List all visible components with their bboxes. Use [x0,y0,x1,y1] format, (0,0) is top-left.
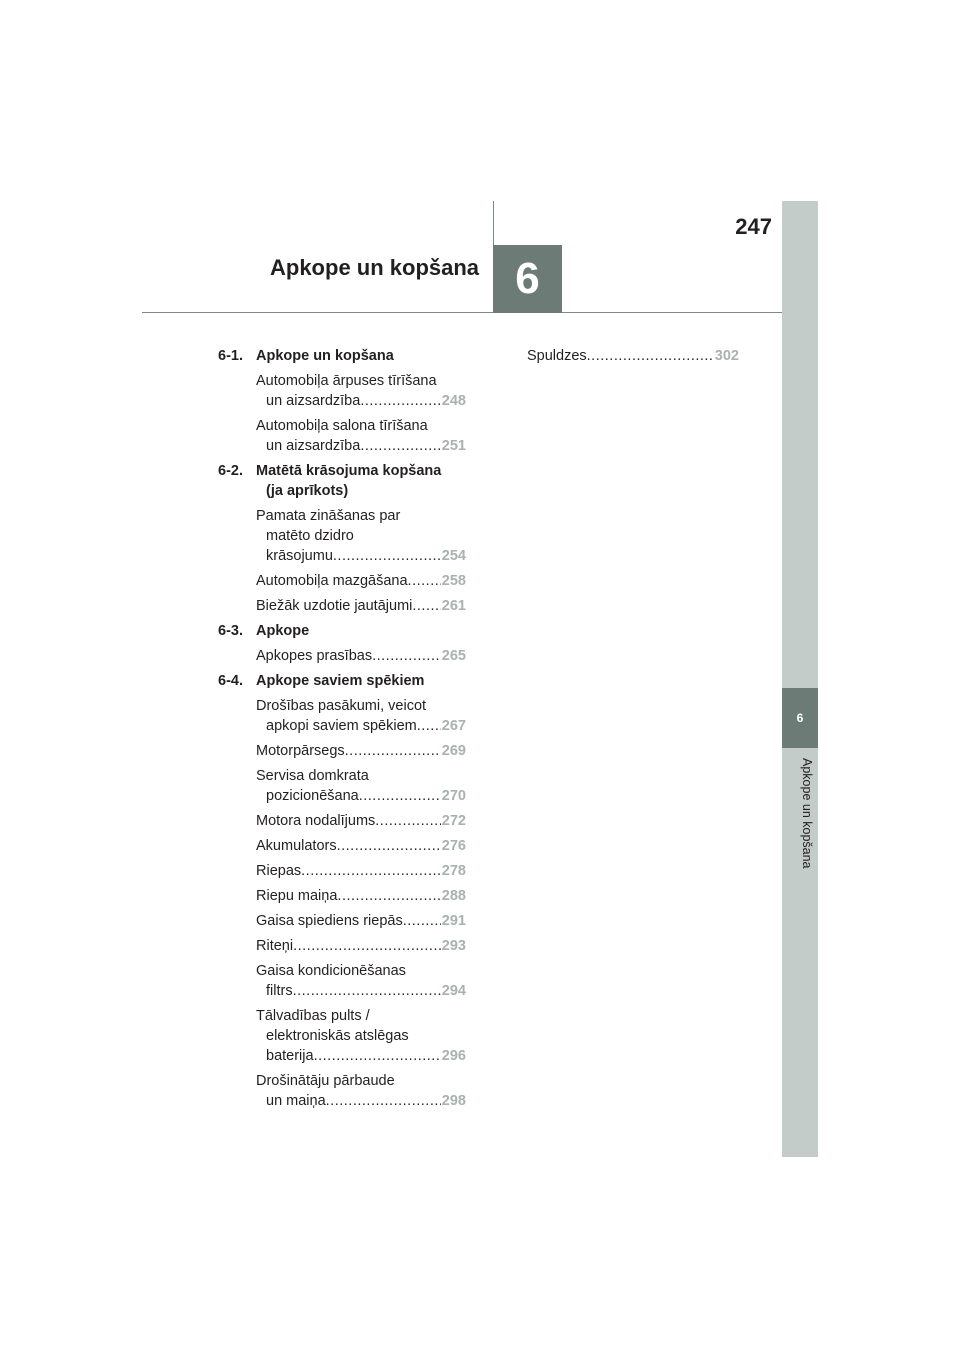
toc-entry-line: Drošinātāju pārbaude [256,1073,395,1089]
toc-entry-leader-row [256,786,466,806]
side-chapter-tab: 6 [782,688,818,748]
toc-entry-line: Motora nodalījums [256,813,376,829]
section-number: 6-4. [218,673,243,689]
toc-entry[interactable] [256,911,466,931]
toc-page-ref[interactable]: 291 [441,913,466,929]
section-title-line: Apkope saviem spēkiem [256,673,425,689]
dot-leader [360,436,440,456]
toc-entry-leader-row [256,546,466,566]
toc-page-ref[interactable]: 296 [441,1048,466,1064]
side-thumb-band [782,201,818,1157]
toc-page-ref[interactable]: 278 [441,863,466,879]
section-number: 6-2. [218,463,243,479]
section-title [256,346,466,366]
toc-page-ref[interactable]: 258 [441,573,466,589]
toc-entry-leader-row [256,646,466,666]
toc-section-heading [218,346,466,366]
toc-entry-line: un aizsardzība [266,438,361,454]
toc-entry-leader-row [256,886,466,906]
toc-section-heading [218,621,466,641]
page-number: 247 [735,214,772,239]
toc-entry-line: Akumulators [256,838,337,854]
toc-entry-leader-row [256,1046,466,1066]
dot-leader [417,716,441,736]
toc-entry-leader-row [256,836,466,856]
dot-leader [360,391,440,411]
header-horizontal-divider [142,312,782,313]
chapter-number-box: 6 [493,245,562,313]
toc-column-right [527,346,739,371]
toc-entry[interactable] [256,1006,466,1066]
toc-page-ref[interactable]: 265 [441,648,466,664]
toc-entry[interactable] [256,1071,466,1111]
section-number: 6-1. [218,348,243,364]
toc-entry-leader-row [256,981,466,1001]
toc-page-ref[interactable]: 288 [441,888,466,904]
dot-leader [293,936,441,956]
toc-entry-line: Riteņi [256,938,294,954]
toc-entry-line: filtrs [266,983,293,999]
toc-entry-leader-row [256,861,466,881]
toc-entry-line: Gaisa kondicionēšanas [256,963,406,979]
side-chapter-label: Apkope un kopšana [800,758,814,869]
dot-leader [587,346,714,366]
dot-leader [359,786,441,806]
toc-page-ref[interactable]: 254 [441,548,466,564]
toc-page-ref[interactable]: 293 [441,938,466,954]
toc-entry-leader-row [256,811,466,831]
toc-page-ref[interactable]: 270 [441,788,466,804]
toc-page-ref[interactable]: 269 [441,743,466,759]
toc-entry-line: baterija [266,1048,314,1064]
section-title-line: Apkope un kopšana [256,348,394,364]
toc-entry-leader-row [256,741,466,761]
toc-entry-leader-row [256,911,466,931]
toc-entry[interactable] [256,886,466,906]
toc-entry[interactable] [256,646,466,666]
toc-entry-line: Servisa domkrata [256,768,369,784]
toc-entry-line: Riepas [256,863,302,879]
section-title-line: Matētā krāsojuma kopšana [256,463,442,479]
toc-entry-line: Automobiļa mazgāšana [256,573,408,589]
toc-entry[interactable] [256,961,466,1001]
dot-leader [345,741,441,761]
toc-entry[interactable] [256,506,466,566]
toc-page-ref[interactable]: 251 [441,438,466,454]
toc-entry-line: krāsojumu [266,548,333,564]
chapter-title: Apkope un kopšana [270,255,480,280]
toc-entry[interactable] [256,696,466,736]
toc-entry-line: Apkopes prasības [256,648,373,664]
dot-leader [375,811,441,831]
toc-section-heading [218,671,466,691]
toc-entry[interactable] [256,766,466,806]
toc-page-ref[interactable]: 267 [441,718,466,734]
dot-leader [372,646,441,666]
toc-entry-leader-row [256,436,466,456]
toc-column-left [218,346,466,1116]
toc-entry-line: Automobiļa salona tīrīšana [256,418,428,434]
toc-entry-line: Tālvadības pults / [256,1008,370,1024]
toc-entry-leader-row [256,391,466,411]
toc-entry-line: Automobiļa ārpuses tīrīšana [256,373,437,389]
toc-entry[interactable] [256,596,466,616]
toc-entry-leader-row [256,716,466,736]
dot-leader [333,546,441,566]
toc-entry[interactable] [527,346,739,366]
toc-page-ref[interactable]: 248 [441,393,466,409]
section-number: 6-3. [218,623,243,639]
dot-leader [412,596,440,616]
toc-entry[interactable] [256,811,466,831]
toc-page-ref[interactable]: 294 [441,983,466,999]
section-title-line: (ja aprīkots) [266,483,349,499]
dot-leader [403,911,441,931]
toc-page-ref[interactable]: 298 [441,1093,466,1109]
dot-leader [326,1091,441,1111]
section-title-line: Apkope [256,623,310,639]
toc-entry[interactable] [256,836,466,856]
toc-entry-leader-row [256,1091,466,1111]
toc-entry-line: elektroniskās atslēgas [266,1028,409,1044]
toc-entry-line: apkopi saviem spēkiem [266,718,417,734]
dot-leader [337,886,440,906]
toc-entry[interactable] [256,936,466,956]
toc-page-ref[interactable]: 261 [441,598,466,614]
toc-page-ref[interactable]: 302 [714,348,739,364]
dot-leader [408,571,441,591]
dot-leader [301,861,441,881]
toc-page-ref[interactable]: 276 [441,838,466,854]
toc-section-heading [218,461,466,501]
toc-entry-line: Drošības pasākumi, veicot [256,698,427,714]
toc-entry-line: Pamata zināšanas par [256,508,401,524]
toc-entry-leader-row [256,571,466,591]
section-title [256,671,466,691]
toc-entry-line: un aizsardzība [266,393,361,409]
toc-entry-line: un maiņa [266,1093,326,1109]
toc-entry-leader-row [256,596,466,616]
toc-entry-line: Biežāk uzdotie jautājumi [256,598,413,614]
toc-entry[interactable] [256,571,466,591]
toc-entry[interactable] [256,371,466,411]
toc-entry-leader-row [256,936,466,956]
toc-entry-line: Gaisa spiediens riepās [256,913,403,929]
toc-entry-line: matēto dzidro [266,528,354,544]
toc-entry[interactable] [256,741,466,761]
section-title [256,461,466,501]
toc-entry[interactable] [256,416,466,456]
toc-entry-line: Riepu maiņa [256,888,338,904]
toc-entry[interactable] [256,861,466,881]
header-vertical-divider [493,201,494,245]
toc-page-ref[interactable]: 272 [441,813,466,829]
toc-entry-line: pozicionēšana [266,788,359,804]
toc-entry-leader-row [527,346,739,366]
toc-entry-line: Spuldzes [527,348,587,364]
toc-entry-line: Motorpārsegs [256,743,345,759]
section-title [256,621,466,641]
dot-leader [337,836,441,856]
dot-leader [293,981,441,1001]
dot-leader [314,1046,441,1066]
